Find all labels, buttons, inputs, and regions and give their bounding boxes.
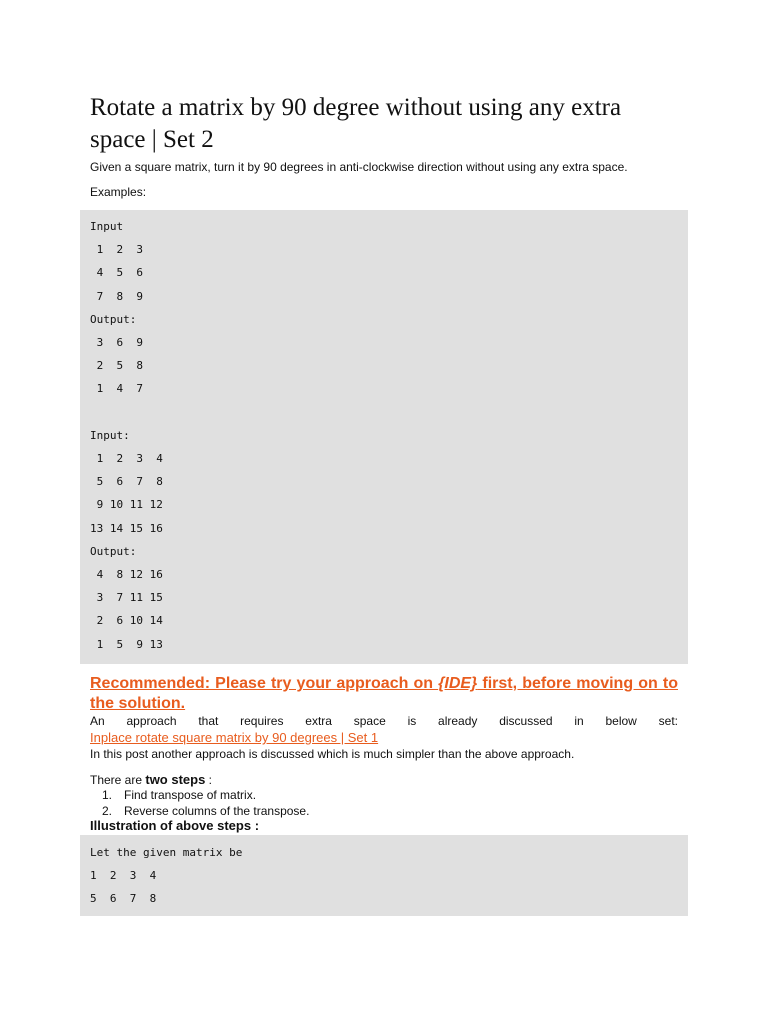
step-number: 2.: [102, 804, 113, 818]
ide-link[interactable]: {IDE}: [438, 675, 478, 692]
inplace-rotate-set1-link[interactable]: Inplace rotate square matrix by 90 degrees | Set 1: [90, 730, 379, 745]
list-item: [90, 787, 309, 803]
steps-intro-prefix: There are: [90, 773, 146, 787]
steps-intro-bold: two steps: [145, 772, 206, 787]
approach-text: An approach that requires extra space is already discussed in below set:: [90, 714, 678, 728]
step-text: Find transpose of matrix.: [124, 788, 257, 802]
list-item: [90, 803, 309, 819]
illustration-heading: Illustration of above steps :: [90, 818, 260, 833]
steps-intro-suffix: :: [205, 773, 212, 787]
recommended-suffix: first, before moving on to the solution.: [90, 675, 678, 712]
step-text: Reverse columns of the transpose.: [124, 804, 310, 818]
intro-text: Given a square matrix, turn it by 90 degrees in anti-clockwise direction without using any extra space.: [90, 160, 628, 174]
step-number: 1.: [102, 788, 113, 802]
example-code: Input 1 2 3 4 5 6 7 8 9 Output: 3 6 9 2 5 8 1 4 7 Input: 1 2 3 4 5 6 7 8 9 10 11 12 13 14 15 16 Output: 4 8 12 16 3 7 11 15 2 6 10 14 1 5 9 13: [90, 220, 163, 651]
recommended-prefix: Recommended: Please try your approach on: [90, 675, 439, 692]
article-title: Rotate a matrix by 90 degree without using any extra space | Set 2: [90, 94, 622, 153]
steps-intro: [90, 772, 212, 788]
simpler-approach-text: In this post another approach is discussed which is much simpler than the above approach.: [90, 747, 575, 761]
examples-label: Examples:: [90, 185, 147, 199]
illustration-code-block: [80, 835, 688, 916]
steps-list: [90, 787, 309, 819]
recommended-note: [90, 674, 678, 714]
example-code-block: [80, 210, 688, 664]
illustration-code: Let the given matrix be 1 2 3 4 5 6 7 8: [90, 846, 243, 906]
